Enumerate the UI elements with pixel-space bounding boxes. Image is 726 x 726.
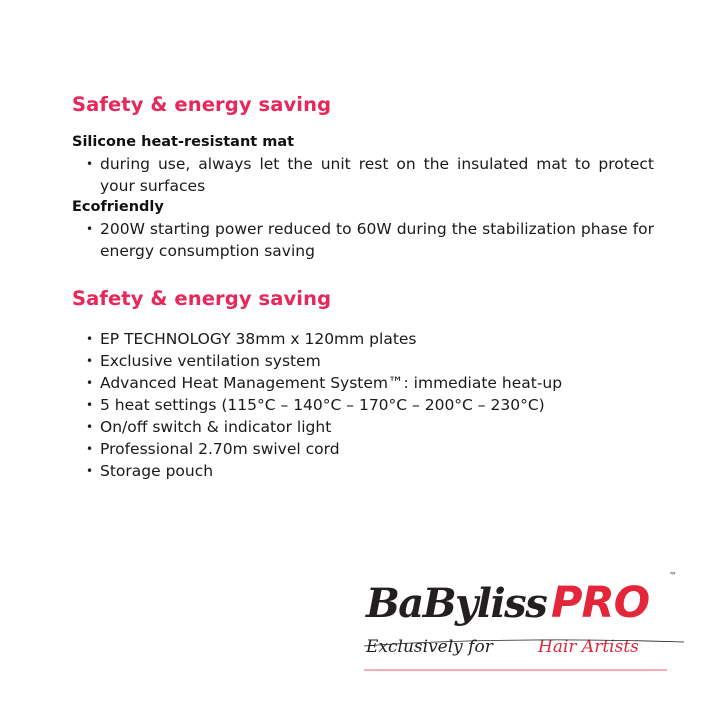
logo-pro-text: PRO (551, 578, 650, 628)
subheading-silicone-mat: Silicone heat-resistant mat (72, 134, 295, 150)
bullet-list (72, 218, 654, 262)
list-item-text: Advanced Heat Management System™: immediate heat-up (100, 374, 563, 392)
babylisspro-logo-graphic (362, 560, 692, 680)
list-item-text: On/off switch & indicator light (100, 418, 332, 436)
bullet-icon: • (86, 464, 94, 478)
list-item (72, 218, 654, 262)
list-item (72, 328, 654, 350)
bullet-icon: • (86, 398, 94, 412)
subheading-ecofriendly: Ecofriendly (72, 199, 164, 215)
list-item (72, 416, 654, 438)
list-item-text: during use, always let the unit rest on the insulated mat to protect your surfaces (100, 155, 654, 195)
list-item-text: Storage pouch (100, 462, 214, 480)
bullet-icon: • (86, 376, 94, 390)
list-item-text: 200W starting power reduced to 60W during the stabilization phase for energy consumption saving (100, 220, 654, 260)
list-item-text: EP TECHNOLOGY 38mm x 120mm plates (100, 330, 417, 348)
logo-tagline-text: Exclusively for (366, 637, 493, 657)
trademark-symbol: ™ (669, 571, 677, 580)
content (72, 90, 654, 482)
logo-tagline-accent: Hair Artists (538, 637, 639, 657)
logo-brand-text: BaByliss (366, 580, 547, 627)
list-item (72, 350, 654, 372)
bullet-icon: • (86, 354, 94, 368)
list-item (72, 438, 654, 460)
babylisspro-logo (362, 560, 692, 680)
bullet-icon: • (86, 442, 94, 456)
list-item (72, 372, 654, 394)
section-safety-energy-2 (72, 284, 654, 482)
bullet-icon: • (86, 332, 94, 346)
list-item (72, 153, 654, 197)
section-title: Safety & energy saving (72, 287, 332, 310)
feature-list (72, 328, 654, 482)
bullet-icon: • (86, 222, 94, 236)
list-item-text: Exclusive ventilation system (100, 352, 321, 370)
bullet-list (72, 153, 654, 197)
list-item (72, 460, 654, 482)
bullet-icon: • (86, 420, 94, 434)
list-item-text: 5 heat settings (115°C – 140°C – 170°C – 200°C – 230°C) (100, 396, 545, 414)
section-title: Safety & energy saving (72, 93, 332, 116)
section-safety-energy-1 (72, 90, 654, 262)
list-item-text: Professional 2.70m swivel cord (100, 440, 340, 458)
list-item (72, 394, 654, 416)
bullet-icon: • (86, 157, 94, 171)
